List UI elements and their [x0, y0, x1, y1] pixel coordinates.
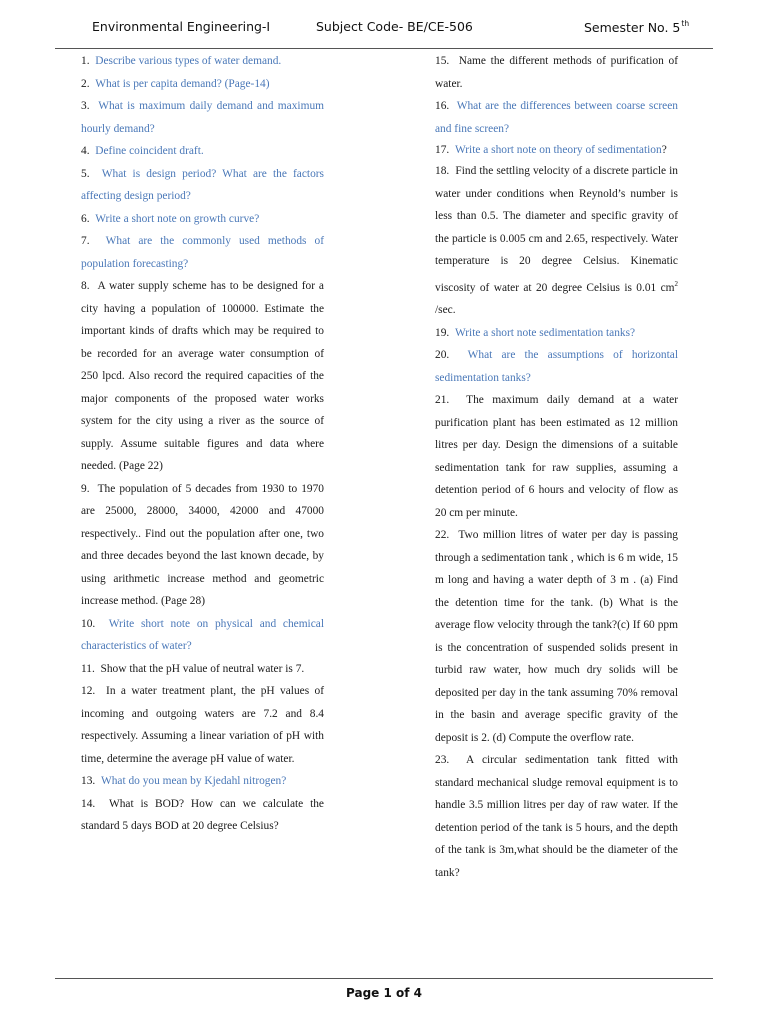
question-text: Find the settling velocity of a discrete particle in water under conditions when Reynold’s number is less than 0.5. The diameter and specific gravity of the particle is 0.005 cm and 2.65, respectively. Water temperature is 20 degree Celsius. Kinematic viscosity of water at 20 degree Celsius is 0.01 cm	[435, 165, 678, 294]
question-item	[435, 140, 678, 160]
question-text: What are the assumptions of horizontal sedimentation tanks?	[435, 349, 679, 384]
header-rule	[55, 48, 713, 49]
question-number: 13.	[81, 775, 96, 787]
question-item	[435, 95, 678, 140]
question-text: Describe various types of water demand.	[95, 55, 282, 67]
question-text: Two million litres of water per day is passing through a sedimentation tank , which is 6 m wide, 15 m long and having a water depth of 3 m . (a) Find the detention time for the tank. (b) What is the average flow velocity through the tank?(c) If 60 ppm is the concentration of suspended solids present in turbid raw water, how much dry solids will be deposited per day in the tank assuming 70% removal in the basin and average specific gravity of the deposit is 2. (d) Compute the overflow rate.	[435, 529, 678, 744]
question-number: 2.	[81, 77, 90, 90]
question-item	[435, 749, 678, 884]
left-question-column	[81, 50, 324, 838]
question-number: 17.	[435, 144, 450, 156]
question-number: 21.	[435, 394, 450, 406]
question-text: Write short note on physical and chemical characteristics of water?	[81, 617, 324, 652]
question-item	[435, 160, 678, 322]
question-number: 1.	[81, 55, 90, 67]
question-number: 8.	[81, 280, 90, 292]
question-item	[81, 208, 324, 231]
question-number: 9.	[81, 482, 90, 495]
question-text: A circular sedimentation tank fitted with standard mechanical sludge removal equipment is to handle 3.5 million litres per day of raw water. If the detention period of the tank is 5 hours, and the depth of the tank is 3m,what should be the diameter of the tank?	[435, 754, 678, 879]
page-number: Page 1 of 4	[346, 986, 422, 1000]
question-number: 20.	[435, 349, 450, 361]
right-question-column	[435, 50, 678, 884]
question-text: Write a short note sedimentation tanks?	[454, 326, 636, 339]
question-text: What is BOD? How can we calculate the standard 5 days BOD at 20 degree Celsius?	[81, 797, 324, 832]
question-item	[81, 50, 324, 73]
question-number: 4.	[81, 145, 90, 157]
question-text: In a water treatment plant, the pH values of incoming and outgoing waters are 7.2 and 8.4 respectively. Assuming a linear variation of pH with time, determine the average pH value of water.	[81, 685, 324, 765]
question-text: Write a short note on growth curve?	[95, 212, 260, 225]
question-number: 15.	[435, 55, 450, 67]
question-item	[435, 50, 678, 95]
question-number: 12.	[81, 685, 96, 697]
question-text: A water supply scheme has to be designed for a city having a population of 100000. Estimate the important kinds of drafts which may be required to be recorded for an average water consumption of 250 lpcd. Also record the required capacities of the major components of the proposed water works system for the city using a river as the source of supply. Assume suitable figures and data where needed. (Page 22)	[81, 280, 324, 472]
unit-superscript: 2	[674, 279, 678, 288]
question-number: 22.	[435, 529, 450, 541]
question-text: Name the different methods of purification of water.	[435, 55, 678, 90]
question-number: 7.	[81, 235, 90, 247]
question-text: Show that the pH value of neutral water is 7.	[100, 662, 305, 675]
question-number: 3.	[81, 100, 90, 112]
course-title: Environmental Engineering-I	[92, 19, 271, 34]
question-item	[81, 770, 324, 793]
question-item	[81, 793, 324, 838]
question-number: 6.	[81, 212, 90, 225]
semester-superscript: th	[681, 19, 690, 28]
question-text: What is design period? What are the factors affecting design period?	[81, 167, 324, 202]
question-text: Write a short note on theory of sedimentation	[454, 144, 662, 156]
question-number: 10.	[81, 617, 96, 630]
question-item	[435, 344, 678, 389]
question-text: What is maximum daily demand and maximum hourly demand?	[81, 100, 324, 135]
question-text: The population of 5 decades from 1930 to 1970 are 25000, 28000, 34000, 42000 and 47000 respectively.. Find out the population after one, two and three decades beyond the last known decade, by using arithmetic increase method and geometric increase method. (Page 28)	[81, 482, 324, 607]
question-item	[81, 680, 324, 770]
question-text: What is per capita demand? (Page-14)	[95, 77, 270, 90]
question-number: 11.	[81, 662, 95, 675]
question-item	[435, 322, 678, 345]
question-item	[81, 658, 324, 681]
question-item	[81, 478, 324, 613]
question-item	[81, 95, 324, 140]
question-item	[81, 163, 324, 208]
question-text: The maximum daily demand at a water purification plant has been estimated as 12 million litres per day. Design the dimensions of a suitable sedimentation tank for raw supplies, assuming a detention period of 6 hours and velocity of flow as 20 cm per minute.	[435, 394, 678, 519]
question-number: 5.	[81, 167, 90, 180]
question-item	[435, 524, 678, 749]
semester-label	[584, 19, 689, 35]
footer-rule	[55, 978, 713, 979]
question-number: 23.	[435, 754, 450, 766]
semester-text: Semester No. 5	[584, 20, 681, 35]
question-text: What do you mean by Kjedahl nitrogen?	[100, 775, 287, 787]
subject-code: Subject Code- BE/CE-506	[316, 19, 473, 34]
question-item	[435, 389, 678, 524]
question-number: 14.	[81, 797, 96, 810]
question-number: 19.	[435, 326, 450, 339]
question-number: 16.	[435, 100, 450, 112]
question-item	[81, 613, 324, 658]
question-item	[81, 140, 324, 163]
question-text: Define coincident draft.	[95, 145, 204, 157]
question-tail: /sec.	[435, 304, 456, 316]
question-text: What are the commonly used methods of population forecasting?	[81, 235, 324, 270]
question-item	[81, 275, 324, 478]
page-header	[0, 0, 768, 48]
question-number: 18.	[435, 165, 450, 177]
question-tail: ?	[661, 144, 667, 156]
question-item	[81, 73, 324, 96]
question-item	[81, 230, 324, 275]
question-text: What are the differences between coarse screen and fine screen?	[435, 100, 678, 135]
